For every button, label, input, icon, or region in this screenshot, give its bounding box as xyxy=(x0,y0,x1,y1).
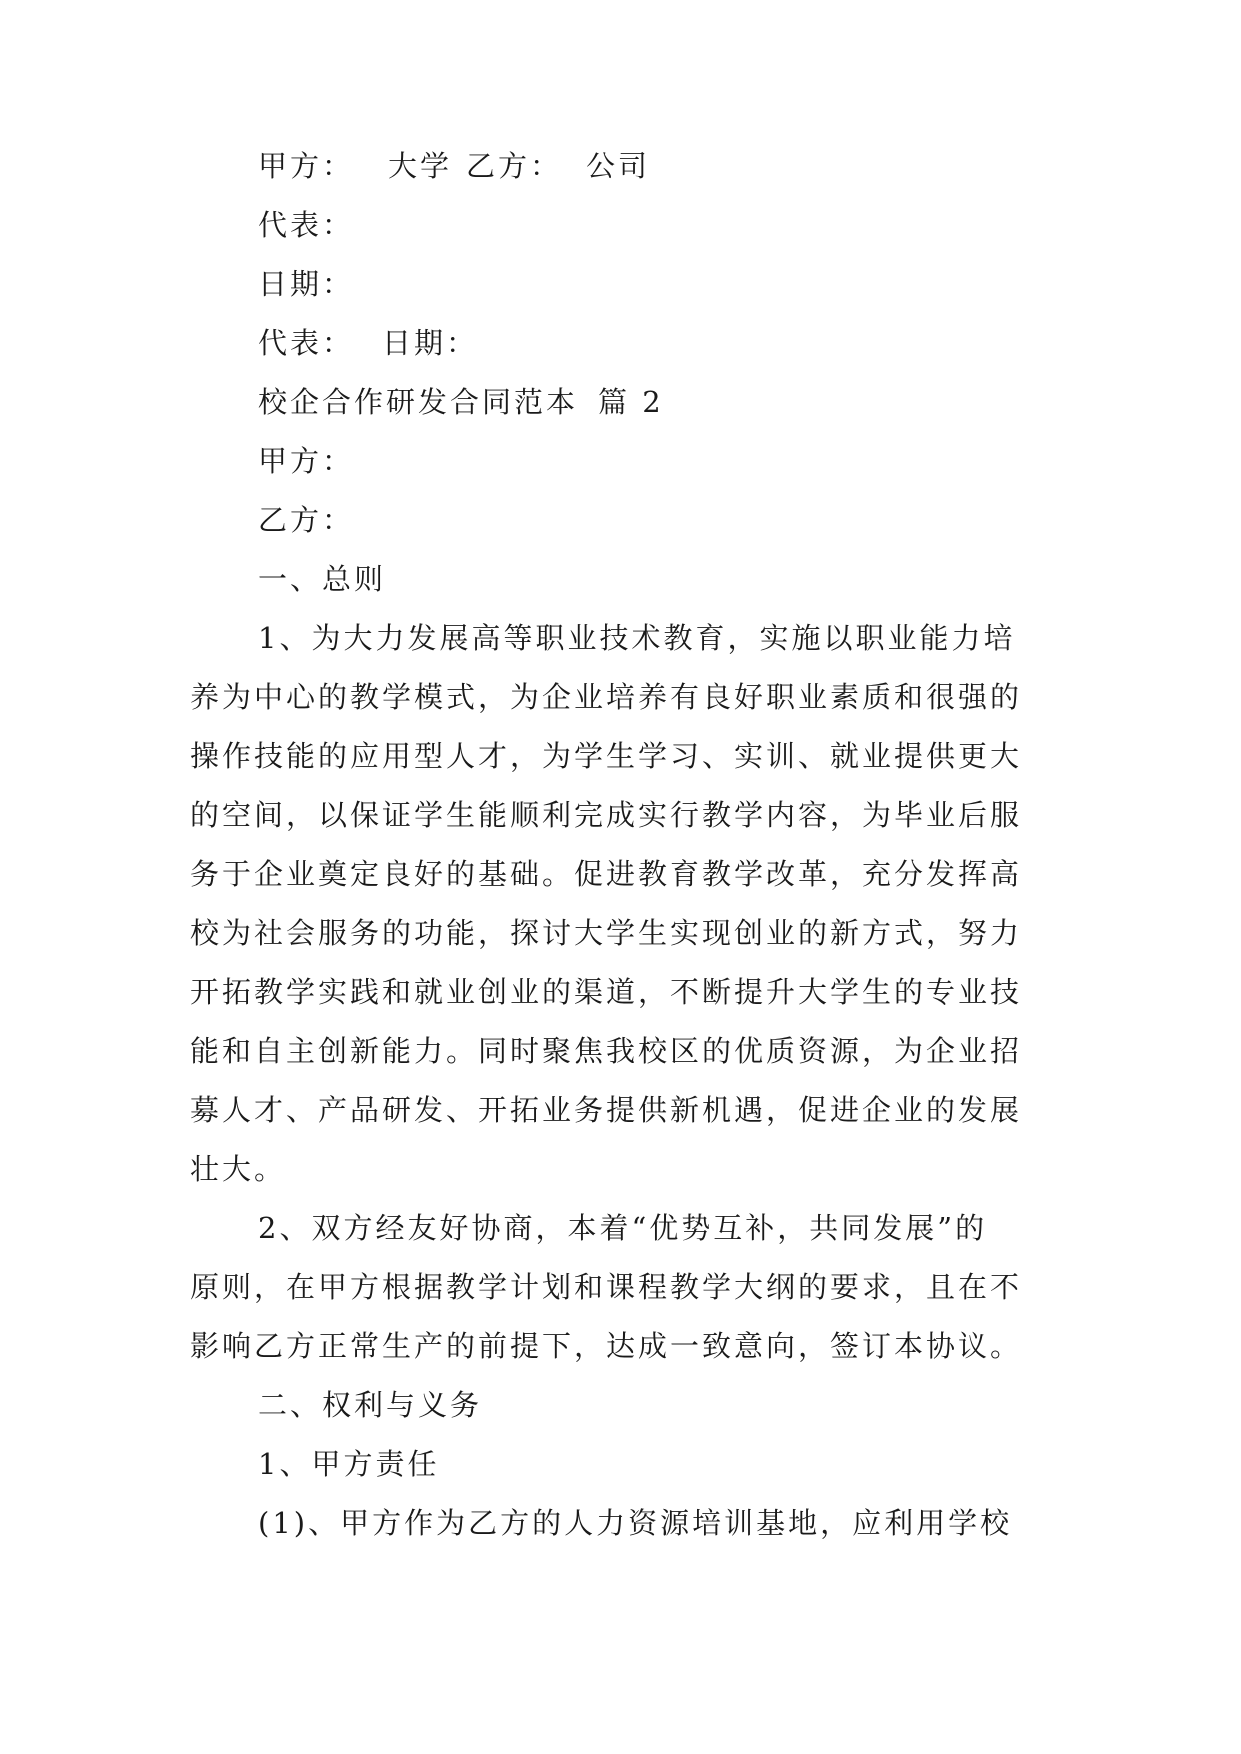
rep-label-1: 代表： xyxy=(258,208,355,242)
para-1-line: 募人才、产品研发、开拓业务提供新机遇，促进企业的发展 xyxy=(190,1093,1023,1127)
sub-heading-1-text: 1、甲方责任 xyxy=(258,1447,440,1481)
section-title xyxy=(258,384,664,420)
para-1-line: 的空间，以保证学生能顺利完成实行教学内容，为毕业后服 xyxy=(190,798,1023,832)
rep-date-line xyxy=(258,325,478,361)
party-b-value: 公司 xyxy=(586,149,651,183)
item-1-line xyxy=(258,1505,1012,1541)
para-1-line: 校为社会服务的功能，探讨大学生实现创业的新方式，努力 xyxy=(190,916,1023,950)
signature-party-line xyxy=(258,148,650,184)
party-a-label-2: 甲方： xyxy=(258,444,355,478)
sub-heading-party-a-duty xyxy=(258,1446,439,1482)
para-2-line: 原则，在甲方根据教学计划和课程教学大纲的要求，且在不 xyxy=(190,1270,1023,1304)
party-a-label: 甲方： xyxy=(258,149,355,183)
rep-label-2: 代表： xyxy=(258,326,355,360)
party-b-line xyxy=(258,502,354,538)
para-1-line: 1、为大力发展高等职业技术教育，实施以职业能力培 xyxy=(258,621,1016,655)
para-2-line: 2、双方经友好协商，本着“优势互补，共同发展”的 xyxy=(258,1211,988,1245)
date-line-1 xyxy=(258,266,354,302)
para-1-line: 养为中心的教学模式，为企业培养有良好职业素质和很强的 xyxy=(190,680,1023,714)
rep-line-1 xyxy=(258,207,354,243)
heading-1-text: 一、总则 xyxy=(258,562,387,596)
para-1-line: 开拓教学实践和就业创业的渠道，不断提升大学生的专业技 xyxy=(190,975,1023,1009)
heading-rights-obligations xyxy=(258,1387,482,1423)
para-1-line: 能和自主创新能力。同时聚焦我校区的优质资源，为企业招 xyxy=(190,1034,1023,1068)
party-b-label-2: 乙方： xyxy=(258,503,355,537)
para-2-line: 影响乙方正常生产的前提下，达成一致意向，签订本协议。 xyxy=(190,1329,1023,1363)
para-1-line: 务于企业奠定良好的基础。促进教育教学改革，充分发挥高 xyxy=(190,857,1023,891)
heading-2-text: 二、权利与义务 xyxy=(258,1388,483,1422)
date-label-1: 日期： xyxy=(258,267,355,301)
heading-general-provisions xyxy=(258,561,386,597)
section-title-text: 校企合作研发合同范本 xyxy=(258,385,579,419)
date-label-2: 日期： xyxy=(382,326,479,360)
item-1-text: (1)、甲方作为乙方的人力资源培训基地，应利用学校 xyxy=(258,1506,1013,1540)
party-a-value: 大学 xyxy=(388,149,453,183)
section-piece-number: 篇 2 xyxy=(598,385,664,419)
para-1-line: 壮大。 xyxy=(190,1152,287,1186)
para-1-line: 操作技能的应用型人才，为学生学习、实训、就业提供更大 xyxy=(190,739,1023,773)
party-a-line xyxy=(258,443,354,479)
party-b-label: 乙方： xyxy=(466,149,563,183)
